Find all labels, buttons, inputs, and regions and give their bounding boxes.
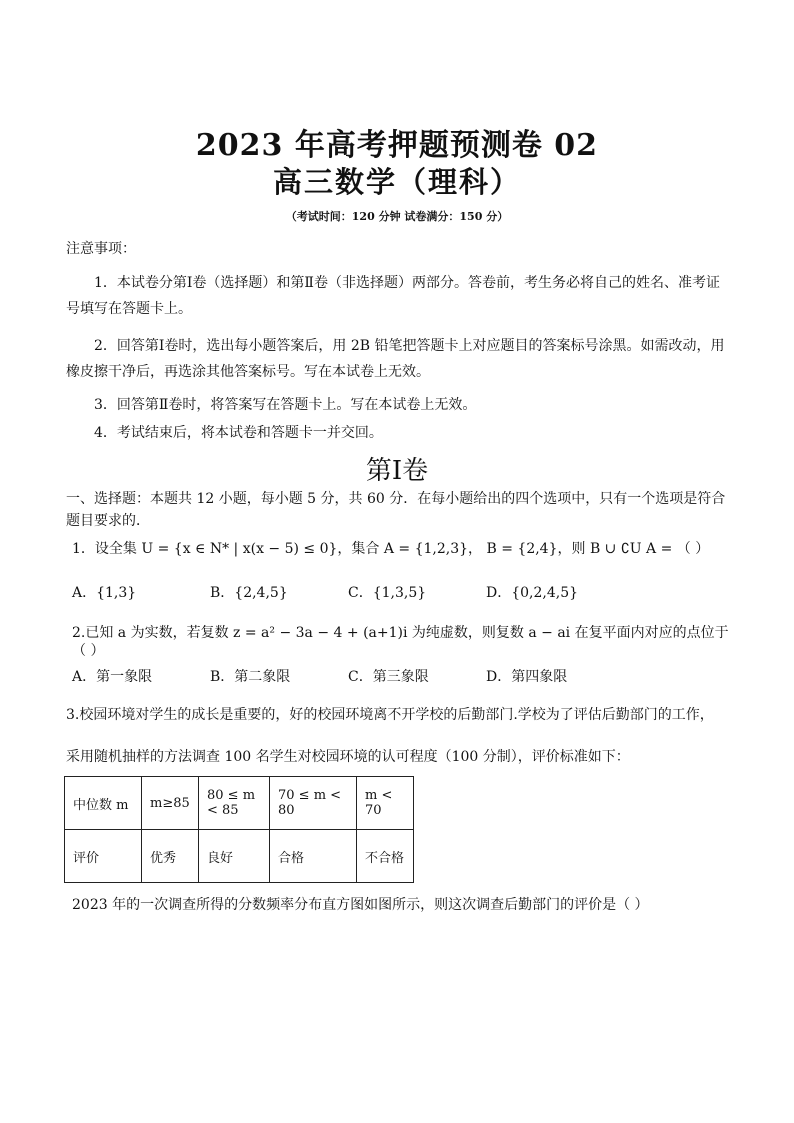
q1-option-b: B．{2,4,5} [210,585,288,601]
q1-option-a: A．{1,3} [72,585,137,601]
question-3-line-2: 采用随机抽样的方法调查 100 名学生对校园环境的认可程度（100 分制），评价标准如下： [66,749,630,765]
note-item-3: 3．回答第Ⅱ卷时，将答案写在答题卡上。写在本试卷上无效。 [94,397,477,413]
notes-heading: 注意事项： [66,241,136,257]
table-cell: m < 70 [357,777,414,830]
table-cell: 70 ≤ m < 80 [270,777,357,830]
note-item-1: 1．本试卷分第Ⅰ卷（选择题）和第Ⅱ卷（非选择题）两部分。答卷前，考生务必将自己的姓名、准考证号填写在答题卡上。 [66,275,720,317]
q1-option-d: D．{0,2,4,5} [486,585,579,601]
q1-option-c: C．{1,3,5} [348,585,427,601]
grade-standard-table [64,776,414,883]
exam-title: 2023 年高考押题预测卷 02 [195,128,599,163]
table-cell: 优秀 [142,830,199,883]
note-item-2: 2．回答第Ⅰ卷时，选出每小题答案后，用 2B 铅笔把答题卡上对应题目的答案标号涂黑。如需改动，用橡皮擦干净后，再选涂其他答案标号。写在本试卷上无效。 [66,338,725,380]
exam-info: （考试时间：120 分钟 试卷满分：150 分） [285,210,509,223]
table-cell: 良好 [199,830,270,883]
table-cell: 中位数 m [65,777,142,830]
table-cell: 评价 [65,830,142,883]
q2-option-c: C．第三象限 [348,669,429,685]
q2-option-b: B．第二象限 [210,669,291,685]
part1-intro [66,488,726,532]
question-2-stem: 2.已知 a 为实数，若复数 z = a² − 3a − 4 + (a+1)i 为纯虚数，则复数 a − ai 在复平面内对应的点位于（ ） [72,625,729,659]
table-cell: 合格 [270,830,357,883]
q2-option-a: A．第一象限 [72,669,153,685]
table-cell: m≥85 [142,777,199,830]
table-cell: 不合格 [357,830,414,883]
table-row [65,777,414,830]
question-3-line-1: 3.校园环境对学生的成长是重要的，好的校园环境离不开学校的后勤部门.学校为了评估后勤部门的工作， [66,707,714,723]
question-1-options [72,582,732,600]
question-2-options [72,666,732,684]
table-cell: 80 ≤ m < 85 [199,777,270,830]
exam-subtitle: 高三数学（理科） [272,165,521,199]
part1-intro-text: 一、选择题：本题共 12 小题，每小题 5 分，共 60 分．在每小题给出的四个选项中，只有一个选项是符合题目要求的． [66,491,726,529]
question-3-line-3: 2023 年的一次调查所得的分数频率分布直方图如图所示，则这次调查后勤部门的评价是（ ） [72,897,649,913]
section-title: 第Ⅰ卷 [365,456,429,486]
table-row [65,830,414,883]
q2-option-d: D．第四象限 [486,669,568,685]
question-1-stem: 1．设全集 U = {x ∈ N* | x(x − 5) ≤ 0}，集合 A = {1,2,3}， B = {2,4}，则 B ∪ ∁U A = （ ） [72,541,710,557]
note-item-4: 4．考试结束后，将本试卷和答题卡一并交回。 [94,425,383,441]
